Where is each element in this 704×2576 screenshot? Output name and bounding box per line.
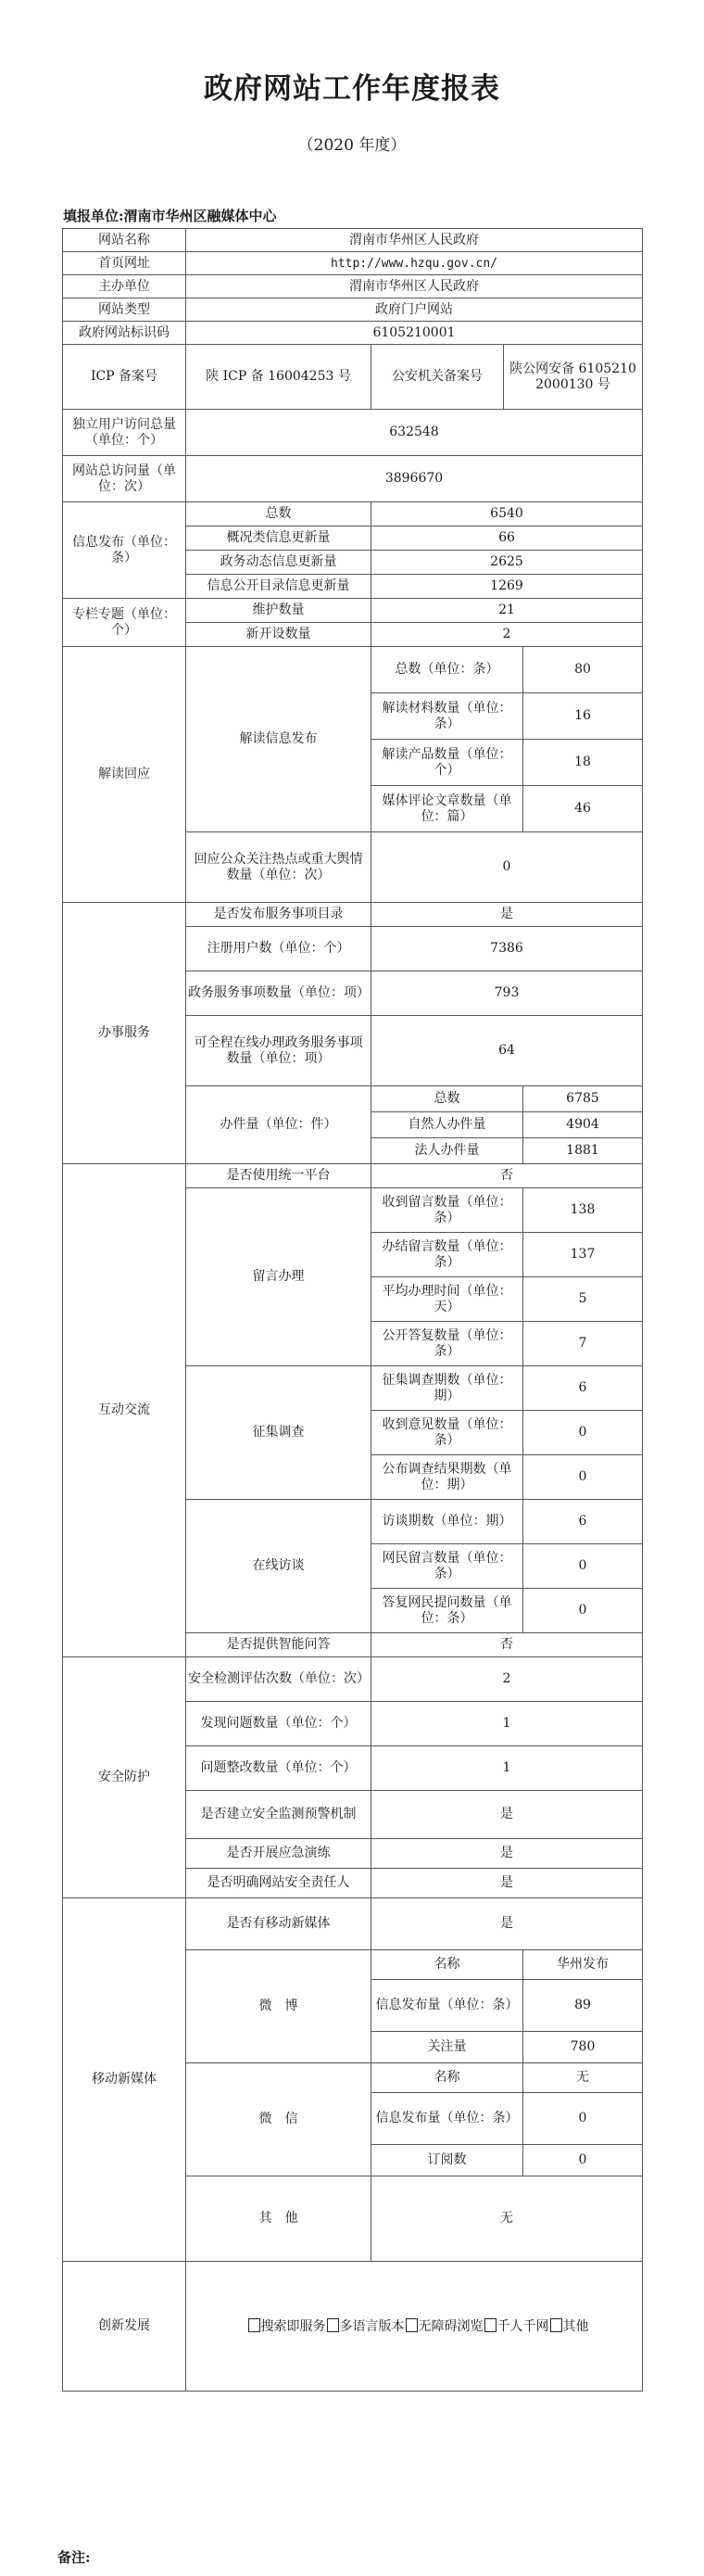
option-accessibility[interactable]: 无障碍浏览 — [406, 2318, 484, 2335]
msg-reply-label: 公开答复数量（单位：条） — [371, 1322, 523, 1366]
other-media-label: 其 他 — [186, 2176, 371, 2262]
interp-release-label: 解读信息发布 — [186, 647, 371, 832]
wechat-label: 微 信 — [186, 2063, 371, 2176]
netizen-answer-label: 答复网民提问数量（单位：条） — [371, 1589, 523, 1633]
cases-natural-value: 4904 — [523, 1112, 643, 1138]
interp-group: 解读回应 — [63, 647, 186, 903]
mobile-has-value: 是 — [371, 1898, 643, 1950]
table-row — [63, 275, 643, 298]
option-other[interactable]: 其他 — [550, 2318, 589, 2335]
checkbox-icon — [248, 2318, 260, 2332]
survey-periods-label: 征集调查期数（单位：期） — [371, 1366, 523, 1411]
msg-done-value: 137 — [523, 1233, 643, 1277]
service-catalog-label: 是否发布服务事项目录 — [186, 903, 371, 927]
table-row — [63, 252, 643, 275]
columns-maintain-label: 维护数量 — [186, 599, 371, 623]
survey-results-label: 公布调查结果期数（单位：期） — [371, 1455, 523, 1500]
table-row — [63, 229, 643, 252]
table-row — [63, 298, 643, 322]
weibo-name-label: 名称 — [371, 1950, 523, 1980]
service-catalog-value: 是 — [371, 903, 643, 927]
service-items-label: 政务服务事项数量（单位：项） — [186, 971, 371, 1016]
icp-label: ICP 备案号 — [63, 345, 186, 410]
icp-value: 陕 ICP 备 16004253 号 — [186, 345, 371, 410]
info-dynamic-label: 政务动态信息更新量 — [186, 551, 371, 575]
info-release-group: 信息发布（单位：条） — [63, 502, 186, 599]
info-total-value: 6540 — [371, 502, 643, 527]
cases-legal-value: 1881 — [523, 1138, 643, 1164]
visits-label: 网站总访问量（单位：次） — [63, 456, 186, 502]
interp-product-value: 18 — [523, 740, 643, 786]
option-search-service[interactable]: 搜索即服务 — [248, 2318, 326, 2335]
wechat-name-value: 无 — [523, 2063, 643, 2093]
msg-avg-label: 平均办理时间（单位：天） — [371, 1277, 523, 1322]
info-overview-value: 66 — [371, 527, 643, 551]
service-items-value: 793 — [371, 971, 643, 1016]
interp-product-label: 解读产品数量（单位：个） — [371, 740, 523, 786]
wechat-name-label: 名称 — [371, 2063, 523, 2093]
report-table — [62, 228, 643, 2392]
interp-total-value: 80 — [523, 647, 643, 693]
service-group: 办事服务 — [63, 903, 186, 1164]
wechat-posts-label: 信息发布量（单位：条） — [371, 2093, 523, 2145]
security-monitor-label: 是否建立安全监测预警机制 — [186, 1791, 371, 1839]
message-handling-label: 留言办理 — [186, 1188, 371, 1366]
netizen-answer-value: 0 — [523, 1589, 643, 1633]
smart-qa-label: 是否提供智能问答 — [186, 1633, 371, 1657]
report-title: 政府网站工作年度报表 — [204, 72, 500, 106]
wechat-subs-value: 0 — [523, 2145, 643, 2176]
security-fixed-value: 1 — [371, 1746, 643, 1791]
msg-reply-value: 7 — [523, 1322, 643, 1366]
reporting-unit: 填报单位:渭南市华州区融媒体中心 — [63, 208, 277, 224]
cases-natural-label: 自然人办件量 — [371, 1112, 523, 1138]
info-total-label: 总数 — [186, 502, 371, 527]
survey-label: 征集调查 — [186, 1366, 371, 1500]
visitors-label: 独立用户访问总量（单位：个） — [63, 410, 186, 456]
site-type-value: 政府门户网站 — [186, 298, 643, 322]
service-cases-label: 办件量（单位：件） — [186, 1086, 371, 1164]
interview-periods-label: 访谈期数（单位：期） — [371, 1500, 523, 1544]
msg-avg-value: 5 — [523, 1277, 643, 1322]
columns-new-value: 2 — [371, 623, 643, 647]
table-row — [63, 410, 643, 456]
columns-new-label: 新开设数量 — [186, 623, 371, 647]
netizen-msg-label: 网民留言数量（单位：条） — [371, 1544, 523, 1589]
security-drill-value: 是 — [371, 1839, 643, 1869]
table-row — [63, 456, 643, 502]
weibo-name-value: 华州发布 — [523, 1950, 643, 1980]
info-overview-label: 概况类信息更新量 — [186, 527, 371, 551]
wechat-subs-label: 订阅数 — [371, 2145, 523, 2176]
columns-maintain-value: 21 — [371, 599, 643, 623]
option-personalized[interactable]: 千人千网 — [484, 2318, 549, 2335]
interp-hot-value: 0 — [371, 832, 643, 903]
homepage-label: 首页网址 — [63, 252, 186, 275]
netizen-msg-value: 0 — [523, 1544, 643, 1589]
remarks: 备注: — [57, 2549, 91, 2566]
info-open-label: 信息公开目录信息更新量 — [186, 575, 371, 599]
site-name-label: 网站名称 — [63, 229, 186, 252]
service-online-label: 可全程在线办理政务服务事项数量（单位：项） — [186, 1016, 371, 1086]
survey-opinions-value: 0 — [523, 1411, 643, 1455]
table-row — [63, 345, 643, 410]
security-drill-label: 是否开展应急演练 — [186, 1839, 371, 1869]
report-year: （2020 年度） — [297, 136, 407, 155]
interp-total-label: 总数（单位：条） — [371, 647, 523, 693]
table-row — [63, 903, 643, 927]
site-name-value: 渭南市华州区人民政府 — [186, 229, 643, 252]
security-resp-value: 是 — [371, 1869, 643, 1898]
site-code-value: 6105210001 — [186, 322, 643, 345]
option-multilingual[interactable]: 多语言版本 — [327, 2318, 405, 2335]
innovation-group: 创新发展 — [63, 2262, 186, 2392]
msg-received-label: 收到留言数量（单位：条） — [371, 1188, 523, 1233]
cases-legal-label: 法人办件量 — [371, 1138, 523, 1164]
unified-platform-value: 否 — [371, 1164, 643, 1188]
survey-results-value: 0 — [523, 1455, 643, 1500]
mobile-group: 移动新媒体 — [63, 1898, 186, 2262]
service-users-label: 注册用户数（单位：个） — [186, 927, 371, 971]
security-fixed-label: 问题整改数量（单位：个） — [186, 1746, 371, 1791]
interview-periods-value: 6 — [523, 1500, 643, 1544]
site-code-label: 政府网站标识码 — [63, 322, 186, 345]
cases-total-label: 总数 — [371, 1086, 523, 1112]
sponsor-label: 主办单位 — [63, 275, 186, 298]
table-row — [63, 599, 643, 623]
security-resp-label: 是否明确网站安全责任人 — [186, 1869, 371, 1898]
smart-qa-value: 否 — [371, 1633, 643, 1657]
info-open-value: 1269 — [371, 575, 643, 599]
security-found-value: 1 — [371, 1702, 643, 1746]
mobile-has-label: 是否有移动新媒体 — [186, 1898, 371, 1950]
checkbox-icon — [484, 2318, 497, 2332]
security-eval-label: 安全检测评估次数（单位：次） — [186, 1657, 371, 1702]
survey-periods-value: 6 — [523, 1366, 643, 1411]
checkbox-icon — [406, 2318, 418, 2332]
weibo-follow-value: 780 — [523, 2032, 643, 2063]
table-row — [63, 502, 643, 527]
weibo-label: 微 博 — [186, 1950, 371, 2063]
checkbox-icon — [327, 2318, 339, 2332]
interp-hot-label: 回应公众关注热点或重大舆情数量（单位：次） — [186, 832, 371, 903]
info-dynamic-value: 2625 — [371, 551, 643, 575]
security-monitor-value: 是 — [371, 1791, 643, 1839]
police-record-value: 陕公网安备 61052102000130 号 — [504, 345, 643, 410]
homepage-value: http://www.hzqu.gov.cn/ — [186, 252, 643, 275]
unified-platform-label: 是否使用统一平台 — [186, 1164, 371, 1188]
site-type-label: 网站类型 — [63, 298, 186, 322]
cases-total-value: 6785 — [523, 1086, 643, 1112]
msg-received-value: 138 — [523, 1188, 643, 1233]
visitors-value: 632548 — [186, 410, 643, 456]
table-row — [63, 2262, 643, 2392]
security-found-label: 发现问题数量（单位：个） — [186, 1702, 371, 1746]
table-row — [63, 1898, 643, 1950]
checkbox-icon — [550, 2318, 562, 2332]
columns-group: 专栏专题（单位：个） — [63, 599, 186, 647]
innovation-options — [186, 2262, 643, 2392]
table-row — [63, 647, 643, 693]
survey-opinions-label: 收到意见数量（单位：条） — [371, 1411, 523, 1455]
service-users-value: 7386 — [371, 927, 643, 971]
other-media-value: 无 — [371, 2176, 643, 2262]
table-row — [63, 1164, 643, 1188]
interact-group: 互动交流 — [63, 1164, 186, 1657]
interp-media-label: 媒体评论文章数量（单位：篇） — [371, 786, 523, 832]
visits-value: 3896670 — [186, 456, 643, 502]
table-row — [63, 1657, 643, 1702]
service-online-value: 64 — [371, 1016, 643, 1086]
online-interview-label: 在线访谈 — [186, 1500, 371, 1633]
msg-done-label: 办结留言数量（单位：条） — [371, 1233, 523, 1277]
interp-media-value: 46 — [523, 786, 643, 832]
weibo-posts-label: 信息发布量（单位：条） — [371, 1980, 523, 2032]
security-eval-value: 2 — [371, 1657, 643, 1702]
police-record-label: 公安机关备案号 — [371, 345, 504, 410]
wechat-posts-value: 0 — [523, 2093, 643, 2145]
weibo-posts-value: 89 — [523, 1980, 643, 2032]
table-row — [63, 322, 643, 345]
interp-material-value: 16 — [523, 693, 643, 740]
weibo-follow-label: 关注量 — [371, 2032, 523, 2063]
security-group: 安全防护 — [63, 1657, 186, 1898]
sponsor-value: 渭南市华州区人民政府 — [186, 275, 643, 298]
interp-material-label: 解读材料数量（单位：条） — [371, 693, 523, 740]
